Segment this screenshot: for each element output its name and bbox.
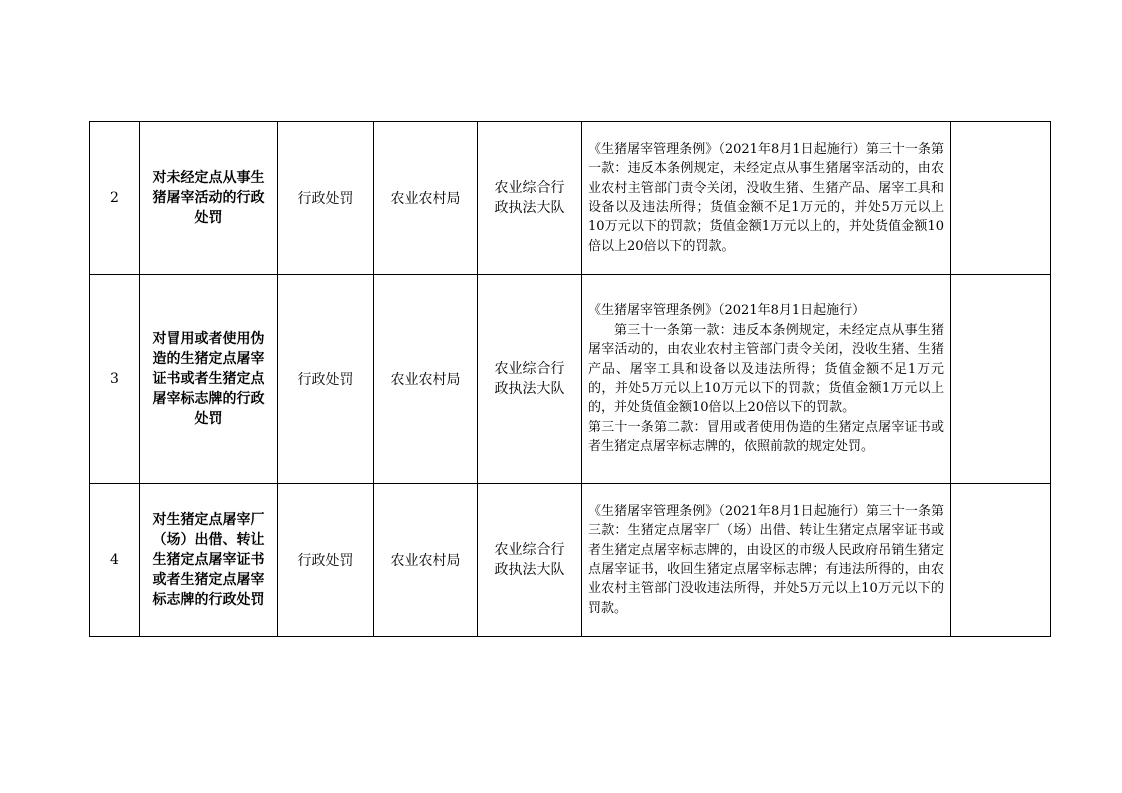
- item-type: 行政处罚: [278, 275, 374, 484]
- legal-basis-paragraph: 第三十一条第一款：违反本条例规定，未经定点从事生猪屠宰活动的，由农业农村主管部门责令关闭，没收生猪、生猪产品、屠宰工具和设备以及违法所得；货值金额不足1万元的，并处5万元以上10万元以下的罚款；货值金额1万元以上的，并处货值金额10倍以上20倍以下的罚款。: [588, 322, 944, 416]
- legal-basis-paragraph: 第三十一条第二款：冒用或者使用伪造的生猪定点屠宰证书或者生猪定点屠宰标志牌的，依照前款的规定处罚。: [588, 419, 944, 455]
- table-row: [90, 275, 1051, 484]
- remarks: [951, 122, 1051, 275]
- item-name-text: 对未经定点从事生猪屠宰活动的行政处罚: [152, 170, 265, 226]
- item-type: 行政处罚: [278, 122, 374, 275]
- legal-basis-paragraph: 《生猪屠宰管理条例》（2021年8月1日起施行）第三十一条第三款：生猪定点屠宰厂（场）出借、转让生猪定点屠宰证书或者生猪定点屠宰标志牌的，由设区的市级人民政府吊销生猪定点屠宰证书，收回生猪定点屠宰标志牌；有违法所得的，由农业农村主管部门没收违法所得，并处5万元以上10万元以下的罚款。: [588, 503, 944, 616]
- implementing-organ: 农业农村局: [374, 275, 478, 484]
- remarks: [951, 275, 1051, 484]
- item-number: 4: [90, 484, 140, 637]
- penalty-table: [89, 121, 1051, 637]
- executing-unit-text: 农业综合行政执法大队: [494, 361, 565, 397]
- remarks: [951, 484, 1051, 637]
- legal-basis-paragraph: 《生猪屠宰管理条例》（2021年8月1日起施行）第三十一条第一款：违反本条例规定，未经定点从事生猪屠宰活动的，由农业农村主管部门责令关闭，没收生猪、生猪产品、屠宰工具和设备以及违法所得；货值金额不足1万元的，并处5万元以上10万元以下的罚款；货值金额1万元以上的，并处货值金额10倍以上20倍以下的罚款。: [588, 141, 944, 254]
- executing-unit-text: 农业综合行政执法大队: [494, 180, 565, 216]
- item-name-text: 对生猪定点屠宰厂（场）出借、转让生猪定点屠宰证书或者生猪定点屠宰标志牌的行政处罚: [152, 512, 265, 608]
- item-number: 2: [90, 122, 140, 275]
- item-name: [140, 275, 278, 484]
- legal-basis: [582, 484, 951, 637]
- implementing-organ: 农业农村局: [374, 122, 478, 275]
- executing-unit: [478, 275, 582, 484]
- executing-unit: [478, 122, 582, 275]
- table-row: [90, 122, 1051, 275]
- executing-unit-text: 农业综合行政执法大队: [494, 542, 565, 578]
- item-name: [140, 484, 278, 637]
- legal-basis: [582, 122, 951, 275]
- legal-basis: [582, 275, 951, 484]
- legal-basis-paragraph: 《生猪屠宰管理条例》（2021年8月1日起施行）: [588, 303, 866, 319]
- item-name-text: 对冒用或者使用伪造的生猪定点屠宰证书或者生猪定点屠宰标志牌的行政处罚: [152, 331, 265, 427]
- table-row: [90, 484, 1051, 637]
- item-name: [140, 122, 278, 275]
- implementing-organ: 农业农村局: [374, 484, 478, 637]
- item-type: 行政处罚: [278, 484, 374, 637]
- executing-unit: [478, 484, 582, 637]
- item-number: 3: [90, 275, 140, 484]
